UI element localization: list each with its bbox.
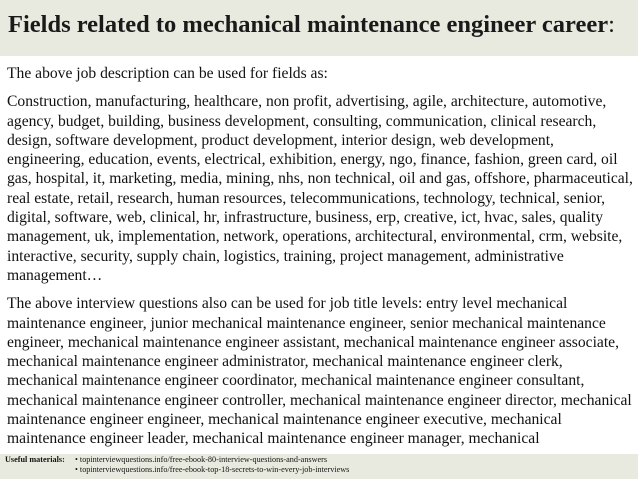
job-titles-paragraph: The above interview questions also can be used for job title levels: entry level mechanical maintenance engineer, junior mechanical maintenance engineer, senior mechanical maintenance engineer, mechanical maintenance engineer assistant, mechanical maintenance engineer associate, mechanical maintenance engineer administrator, mechanical maintenance engineer clerk, mechanical maintenance engineer coordinator, mechanical maintenance engineer consultant, mechanical maintenance engineer controller, mechanical maintenance engineer director, mechanical maintenance engineer engineer, mechanical maintenance engineer executive, mechanical maintenance engineer leader, mechanical maintenance engineer manager, mechanical <box>7 295 632 448</box>
intro-text: The above job description can be used for fields as: <box>7 65 328 82</box>
footer-bar <box>0 454 638 479</box>
footer-link-ebook-80-questions[interactable]: • topinterviewquestions.info/free-ebook-80-interview-questions-and-answers <box>75 455 328 464</box>
useful-materials-links <box>75 455 349 475</box>
main-content <box>7 64 633 458</box>
page-title-text: Fields related to mechanical maintenance engineer career <box>8 11 609 38</box>
page-title <box>8 10 630 40</box>
fields-paragraph: Construction, manufacturing, healthcare, non profit, advertising, agile, architecture, automotive, agency, budget, building, business development, consulting, communication, clinical research, design, software development, product development, interior design, web development, engineering, education, events, electrical, exhibition, energy, ngo, finance, fashion, green card, oil gas, hospital, it, marketing, media, mining, nhs, non technical, oil and gas, offshore, pharmaceutical, real estate, retail, research, human resources, telecommunications, technology, technical, senior, digital, software, web, clinical, hr, infrastructure, business, erp, creative, ict, hvac, sales, quality management, uk, implementation, network, operations, architectural, environmental, crm, website, interactive, security, supply chain, logistics, training, project management, administrative management… <box>7 93 633 284</box>
footer-link-ebook-top-18-secrets[interactable]: • topinterviewquestions.info/free-ebook-top-18-secrets-to-win-every-job-interviews <box>75 465 350 474</box>
page-title-colon: : <box>608 11 615 38</box>
useful-materials <box>5 455 638 475</box>
useful-materials-label: Useful materials: <box>5 455 65 464</box>
title-bar <box>0 0 638 56</box>
